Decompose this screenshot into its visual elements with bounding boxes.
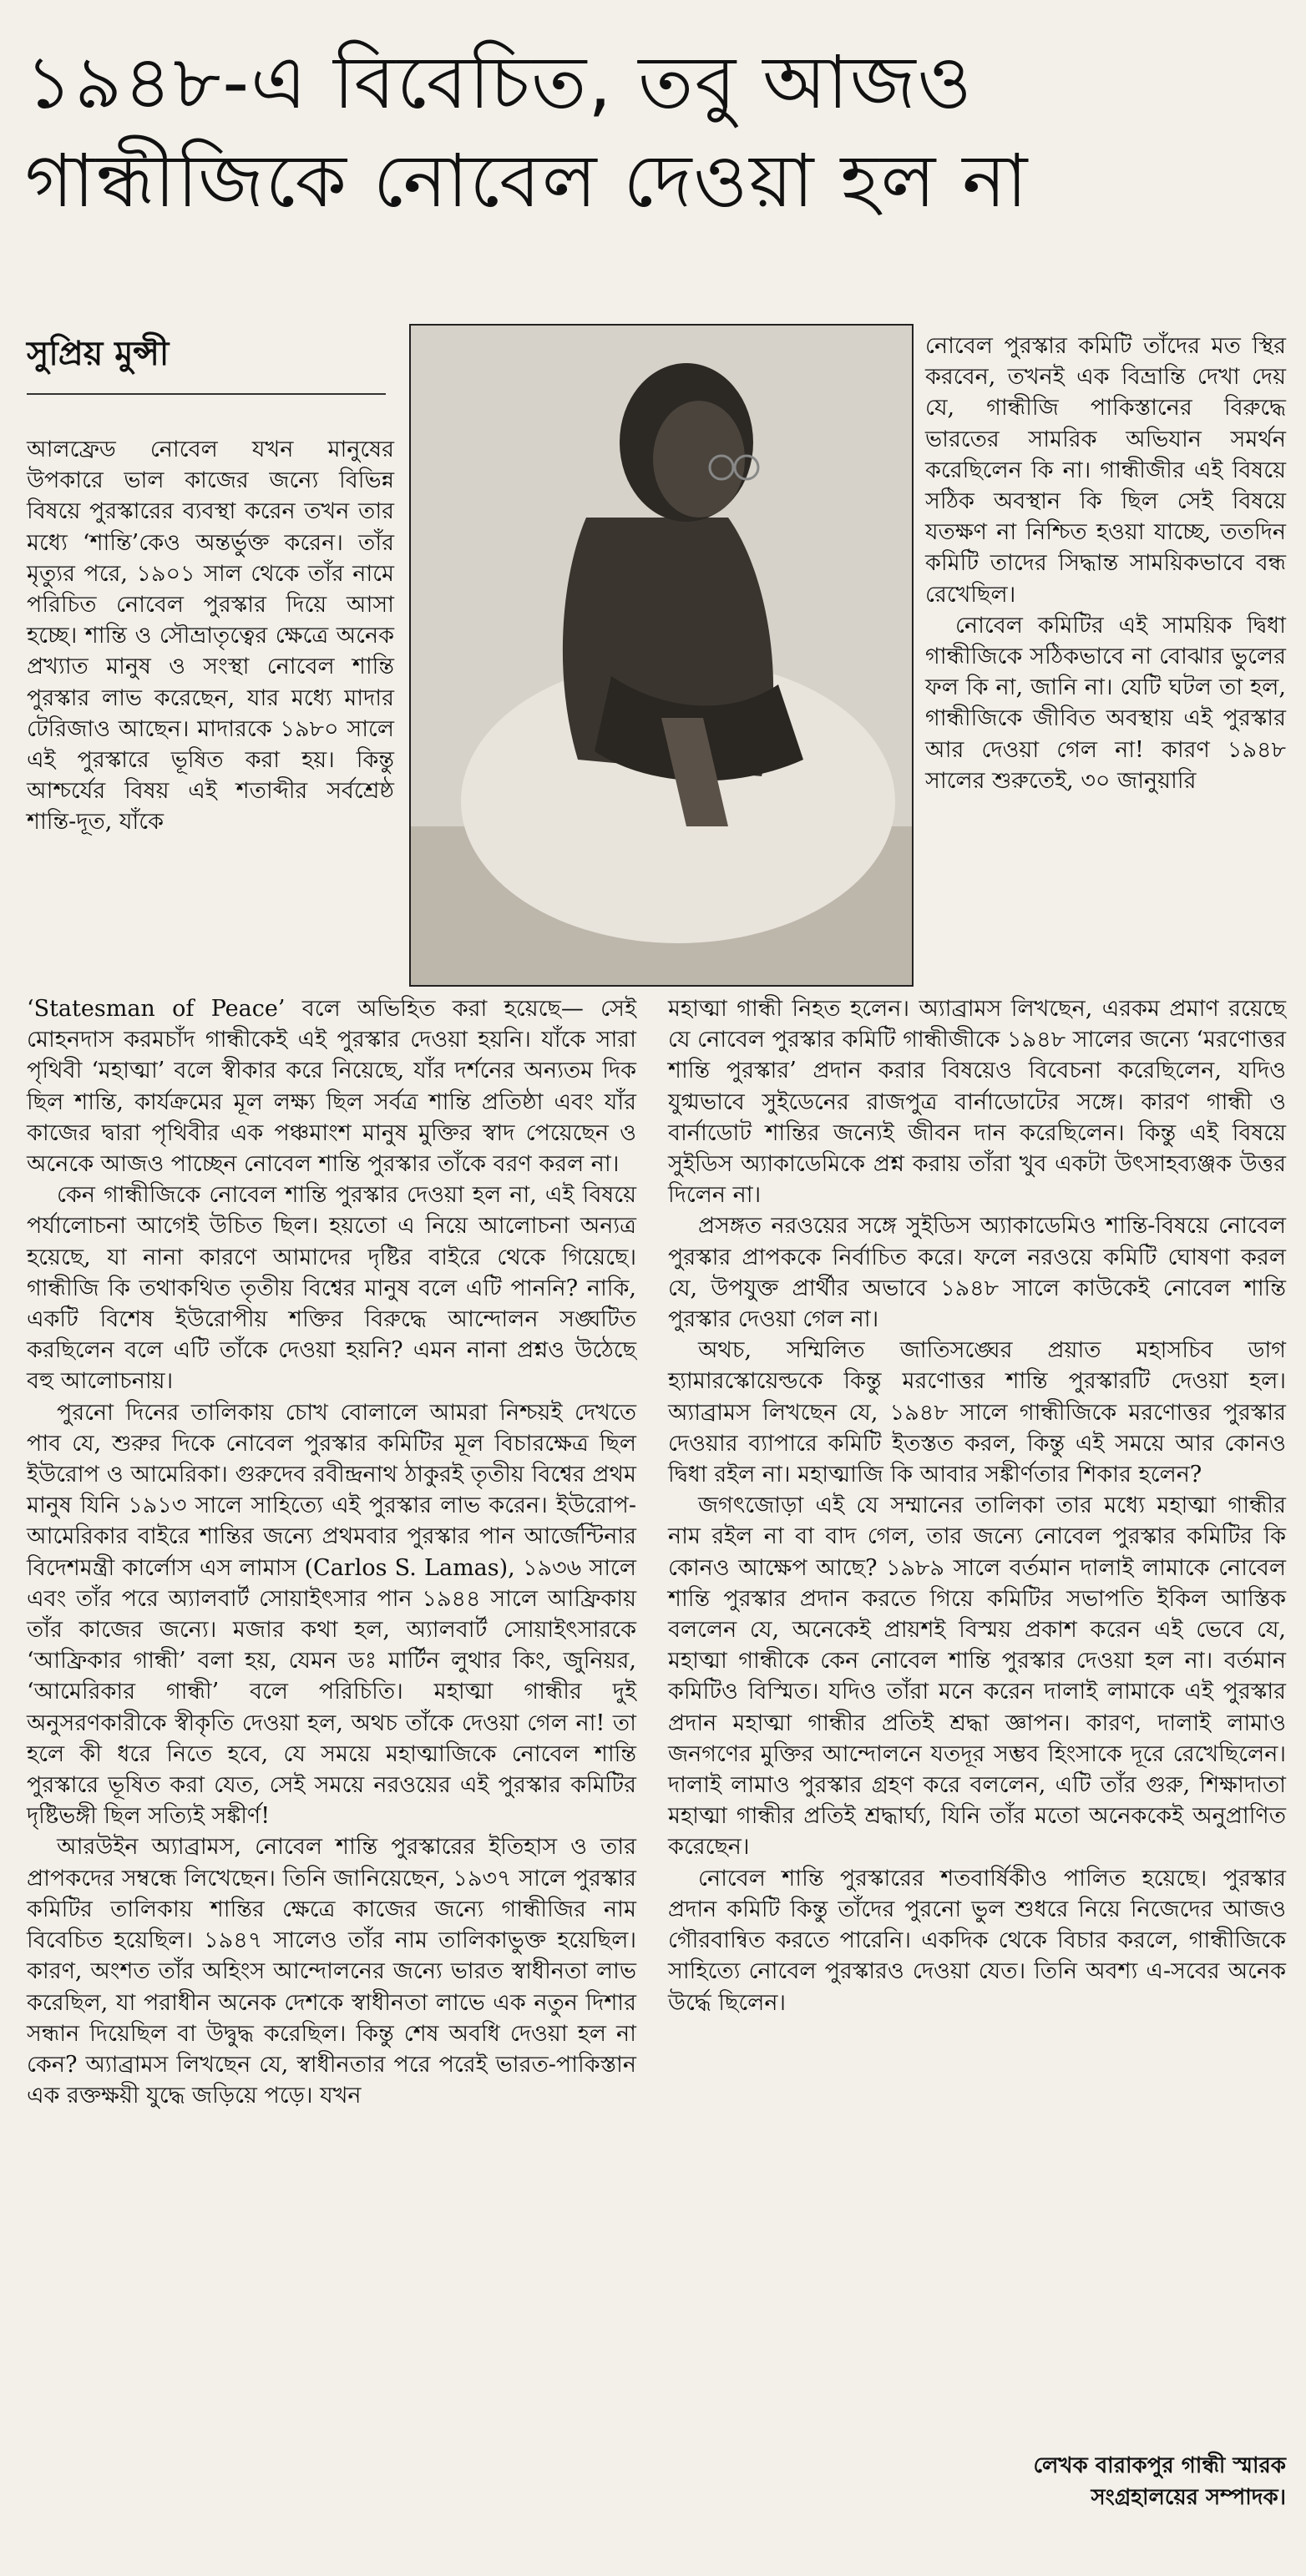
paragraph: মহাত্মা গান্ধী নিহত হলেন। অ্যাব্রামস লিখছেন, এরকম প্রমাণ রয়েছে যে নোবেল পুরস্কার কমিটি গান্ধীজীকে ১৯৪৮ সালের জন্যে ‘মরণোত্তর শান্তি পুরস্কার’ প্রদান করার বিষয়েও বিবেচনা করেছিলেন, যদিও যুগ্মভাবে সুইডেনের রাজপুত্র বার্নাডোটের সঙ্গে। কারণ গান্ধী ও বার্নাডোট শান্তির জন্যেই জীবন দান করেছিলেন। কিন্তু এই বিষয়ে সুইডিস অ্যাকাডেমিকে প্রশ্ন করায় তাঁরা খুব একটা উৎসাহব্যঞ্জক উত্তর দিলেন না। — [668, 996, 1286, 1209]
column-left-top — [27, 434, 394, 838]
paragraph: আরউইন অ্যাব্রামস, নোবেল শান্তি পুরস্কারের ইতিহাস ও তার প্রাপকদের সম্বন্ধে লিখেছেন। তিনি জানিয়েছেন, ১৯৩৭ সালে পুরস্কার কমিটির তালিকায় শান্তির ক্ষেত্রে কাজের জন্যে গান্ধীজির নাম বিবেচিত হয়েছিল। ১৯৪৭ সালেও তাঁর নাম তালিকাভুক্ত হয়েছিল। কারণ, অংশত তাঁর অহিংস আন্দোলনের জন্যে ভারত স্বাধীনতা লাভ করেছিল, যা পরাধীন অনেক দেশকে স্বাধীনতা লাভে এক নতুন দিশার সন্ধান দিয়েছিল বা উদ্বুদ্ধ করেছিল। কিন্তু শেষ অবধি দেওয়া হল না কেন? অ্যাব্রামস লিখছেন যে, স্বাধীনতার পরে পরেই ভারত-পাকিস্তান এক রক্তক্ষয়ী যুদ্ধে জড়িয়ে পড়ে। যখন — [27, 1834, 636, 2109]
author-note-line-2: সংগ্রহালয়ের সম্পাদক। — [1091, 2485, 1286, 2510]
column-right-top — [925, 331, 1286, 796]
paragraph: প্রসঙ্গত নরওয়ের সঙ্গে সুইডিস অ্যাকাডেমিও শান্তি-বিষয়ে নোবেল পুরস্কার প্রাপককে নির্বাচিত করে। ফলে নরওয়ে কমিটি ঘোষণা করল যে, উপযুক্ত প্রার্থীর অভাবে ১৯৪৮ সালে কাউকেই নোবেল শান্তি পুরস্কার দেওয়া গেল না। — [668, 1213, 1286, 1333]
headline — [25, 33, 1286, 230]
author-note — [919, 2450, 1286, 2513]
paragraph: অথচ, সম্মিলিত জাতিসঙ্ঘের প্রয়াত মহাসচিব ডাগ হ্যামারস্কোয়েল্ডকে কিন্তু মরণোত্তর শান্তি পুরস্কারটি দেওয়া হল। অ্যাব্রামস লিখছেন যে, ১৯৪৮ সালে গান্ধীজিকে মরণোত্তর পুরস্কার দেওয়ার ব্যাপারে কমিটি ইতস্তত করল, কিন্তু এই সময়ে আর কোনও দ্বিধা রইল না। মহাত্মাজি কি আবার সঙ্কীর্ণতার শিকার হলেন? — [668, 1337, 1286, 1488]
headline-line-2: গান্ধীজিকে নোবেল দেওয়া হল না — [25, 138, 1030, 224]
author-note-line-1: লেখক বারাকপুর গান্ধী স্মারক — [1033, 2453, 1286, 2478]
column-left-main — [27, 993, 636, 2111]
paragraph: জগৎজোড়া এই যে সম্মানের তালিকা তার মধ্যে মহাত্মা গান্ধীর নাম রইল না বা বাদ গেল, তার জন্যে নোবেল পুরস্কার কমিটির কি কোনও আক্ষেপ আছে? ১৯৮৯ সালে বর্তমান দালাই লামাকে নোবেল শান্তি পুরস্কার প্রদান করতে গিয়ে কমিটির সভাপতি ইকিল আস্তিক বললেন যে, অনেকেই প্রায়শই বিস্ময় প্রকাশ করেন এই ভেবে যে, মহাত্মা গান্ধীকে কেন নোবেল শান্তি পুরস্কার দেওয়া হল না। বর্তমান কমিটিও বিস্মিত। যদিও তাঁরা মনে করেন দালাই লামাকে এই পুরস্কার প্রদান মহাত্মা গান্ধীর প্রতিই শ্রদ্ধা জ্ঞাপন। কারণ, দালাই লামাও জনগণের মুক্তির আন্দোলনে যতদূর সম্ভব হিংসাকে দূরে রেখেছিলেন। দালাই লামাও পুরস্কার গ্রহণ করে বললেন, এটি তাঁর গুরু, শিক্ষাদাতা মহাত্মা গান্ধীর প্রতিই শ্রদ্ধার্ঘ্য, যিনি তাঁর মতো অনেককেই অনুপ্রাণিত করেছেন। — [668, 1493, 1286, 1861]
photo-illustration — [411, 326, 912, 985]
column-right-main — [668, 993, 1286, 2018]
paragraph: নোবেল পুরস্কার কমিটি তাঁদের মত স্থির করবেন, তখনই এক বিভ্রান্তি দেখা দেয় যে, গান্ধীজি পাকিস্তানের বিরুদ্ধে ভারতের সামরিক অভিযান সমর্থন করেছিলেন কি না। গান্ধীজীর এই বিষয়ে সঠিক অবস্থান কি ছিল সেই বিষয়ে যতক্ষণ না নিশ্চিত হওয়া যাচ্ছে, ততদিন কমিটি তাদের সিদ্ধান্ত সাময়িকভাবে বন্ধ রেখেছিল। — [925, 333, 1286, 608]
paragraph: পুরনো দিনের তালিকায় চোখ বোলালে আমরা নিশ্চয়ই দেখতে পাব যে, শুরুর দিকে নোবেল পুরস্কার কমিটির মূল বিচারক্ষেত্র ছিল ইউরোপ ও আমেরিকা। গুরুদেব রবীন্দ্রনাথ ঠাকুরই তৃতীয় বিশ্বের প্রথম মানুষ যিনি ১৯১৩ সালে সাহিত্যে এই পুরস্কার লাভ করেন। ইউরোপ-আমেরিকার বাইরে শান্তির জন্যে প্রথমবার পুরস্কার পান আর্জেন্টিনার বিদেশমন্ত্রী কার্লোস এস লামাস (Carlos S. Lamas), ১৯৩৬ সালে এবং তাঁর পরে অ্যালবার্ট সোয়াইৎসার পান ১৯৪৪ সালে আফ্রিকায় তাঁর কাজের জন্যে। মজার কথা হল, অ্যালবার্ট সোয়াইৎসারকে ‘আফ্রিকার গান্ধী’ বলা হয়, যেমন ডঃ মার্টিন লুথার কিং, জুনিয়র, ‘আমেরিকার গান্ধী’ বলে পরিচিতি। মহাত্মা গান্ধীর দুই অনুসরণকারীকে স্বীকৃতি দেওয়া হল, অথচ তাঁকে দেওয়া গেল না! তা হলে কী ধরে নিতে হবে, যে সময়ে মহাত্মাজিকে নোবেল শান্তি পুরস্কারে ভূষিত করা যেত, সেই সময়ে নরওয়ের এই পুরস্কার কমিটির দৃষ্টিভঙ্গী ছিল সত্যিই সঙ্কীর্ণ! — [27, 1399, 636, 1830]
paragraph: ‘Statesman of Peace’ বলে অভিহিত করা হয়েছে— সেই মোহনদাস করমচাঁদ গান্ধীকেই এই পুরস্কার দেওয়া হয়নি। যাঁকে সারা পৃথিবী ‘মহাত্মা’ বলে স্বীকার করে নিয়েছে, যাঁর দর্শনের অন্যতম দিক ছিল শান্তি, কার্যক্রমের মূল লক্ষ্য ছিল সর্বত্র শান্তি প্রতিষ্ঠা এবং যাঁর কাজের দ্বারা পৃথিবীর এক পঞ্চমাংশ মানুষ মুক্তির স্বাদ পেয়েছেন ও অনেকে আজও পাচ্ছেন নোবেল শান্তি পুরস্কার তাঁকে বরণ করল না। — [27, 996, 636, 1178]
paragraph: আলফ্রেড নোবেল যখন মানুষের উপকারে ভাল কাজের জন্যে বিভিন্ন বিষয়ে পুরস্কারের ব্যবস্থা করেন তখন তার মধ্যে ‘শান্তি’কেও অন্তর্ভুক্ত করেন। তাঁর মৃত্যুর পরে, ১৯০১ সাল থেকে তাঁর নামে পরিচিত নোবেল পুরস্কার দিয়ে আসা হচ্ছে। শান্তি ও সৌভ্রাতৃত্বের ক্ষেত্রে অনেক প্রখ্যাত মানুষ ও সংস্থা নোবেল শান্তি পুরস্কার লাভ করেছেন, যার মধ্যে মাদার টেরিজাও আছেন। মাদারকে ১৯৮০ সালে এই পুরস্কারে ভূষিত করা হয়। কিন্তু আশ্চর্যের বিষয় এই শতাব্দীর সর্বশ্রেষ্ঠ শান্তি-দূত, যাঁকে — [27, 437, 394, 836]
paragraph: নোবেল কমিটির এই সাময়িক দ্বিধা গান্ধীজিকে সঠিকভাবে না বোঝার ভুলের ফল কি না, জানি না। যেটি ঘটল তা হল, গান্ধীজিকে জীবিত অবস্থায় এই পুরস্কার আর দেওয়া গেল না! কারণ ১৯৪৮ সালের শুরুতেই, ৩০ জানুয়ারি — [925, 612, 1286, 794]
paragraph: নোবেল শান্তি পুরস্কারের শতবার্ষিকীও পালিত হয়েছে। পুরস্কার প্রদান কমিটি কিন্তু তাঁদের পুরনো ভুল শুধরে নিয়ে নিজেদের আজও গৌরবান্বিত করতে পারেনি। একদিক থেকে বিচার করলে, গান্ধীজিকে সাহিত্যে নোবেল পুরস্কারও দেওয়া যেত। তিনি অবশ্য এ-সবের অনেক উর্দ্ধে ছিলেন। — [668, 1865, 1286, 2016]
portrait-photo — [409, 324, 914, 987]
headline-line-1: ১৯৪৮-এ বিবেচিত, তবু আজও — [25, 39, 974, 125]
byline: সুপ্রিয় মুন্সী — [27, 327, 386, 395]
paragraph: কেন গান্ধীজিকে নোবেল শান্তি পুরস্কার দেওয়া হল না, এই বিষয়ে পর্যালোচনা আগেই উচিত ছিল। হয়তো এ নিয়ে আলোচনা অন্যত্র হয়েছে, যা নানা কারণে আমাদের দৃষ্টির বাইরে থেকে গিয়েছে। গান্ধীজি কি তথাকথিত তৃতীয় বিশ্বের মানুষ বলে এটি পাননি? নাকি, একটি বিশেষ ইউরোপীয় শক্তির বিরুদ্ধে আন্দোলন সঙ্ঘটিত করছিলেন বলে এটি তাঁকে দেওয়া হয়নি? এমন নানা প্রশ্নও উঠেছে বহু আলোচনায়। — [27, 1182, 636, 1395]
